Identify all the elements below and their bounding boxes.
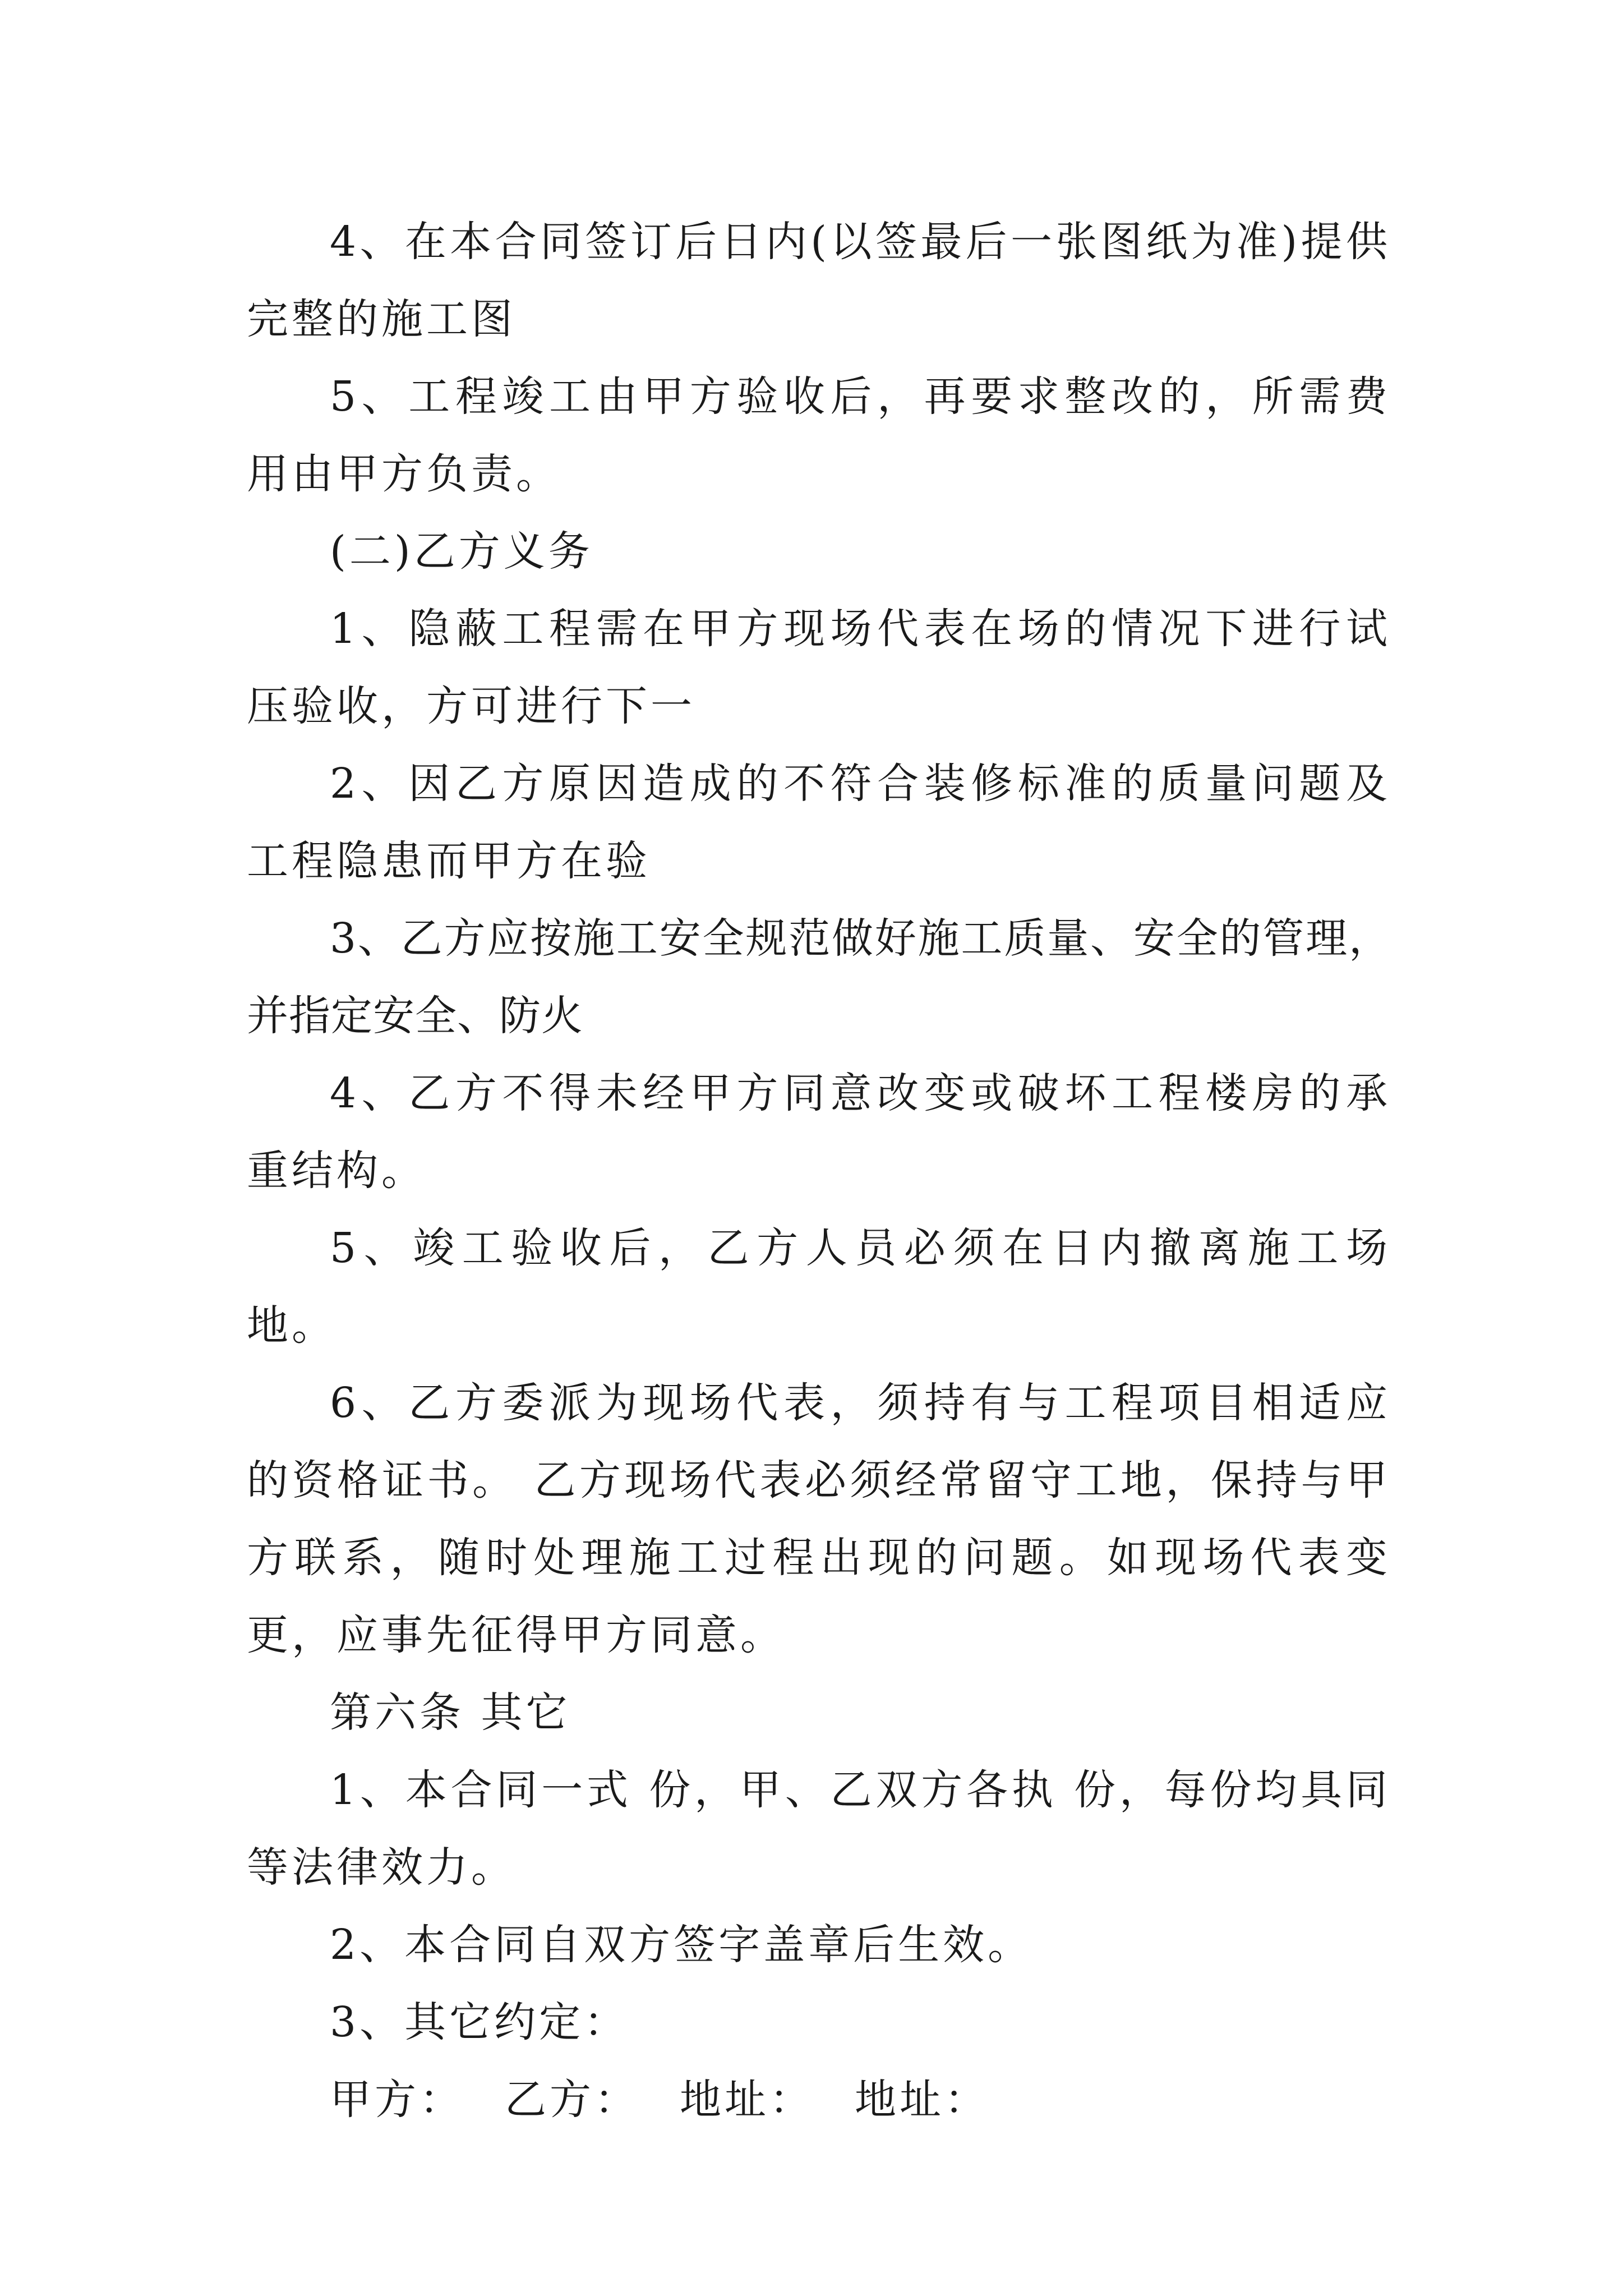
paragraph: 2、因乙方原因造成的不符合装修标准的质量问题及工程隐患而甲方在验	[247, 760, 1391, 885]
paragraph: 3、乙方应按施工安全规范做好施工质量、安全的管理，并指定安全、防火	[247, 914, 1391, 1040]
paragraph: 3、其它约定：	[330, 1998, 629, 2046]
paragraph: 6、乙方委派为现场代表，须持有与工程项目相适应的资格证书。 乙方现场代表必须经常留守工地，保持与甲方联系，随时处理施工过程出现的问题。如现场代表变更，应事先征得甲方同意。	[247, 1379, 1391, 1659]
address-b-label: 地址：	[855, 2076, 989, 2124]
section-heading: (二)乙方义务	[330, 527, 593, 576]
paragraph: 1、本合同一式 份，甲、乙双方各执 份，每份均具同等法律效力。	[247, 1766, 1391, 1892]
paragraph: 2、本合同自双方签字盖章后生效。	[330, 1921, 1033, 1969]
signature-line	[247, 2061, 1391, 2138]
paragraph: 5、竣工验收后，乙方人员必须在日内撤离施工场地。	[247, 1224, 1391, 1350]
document-body	[247, 203, 1391, 2138]
party-a-label: 甲方：	[330, 2076, 464, 2124]
address-a-label: 地址：	[680, 2076, 814, 2124]
paragraph: 1、隐蔽工程需在甲方现场代表在场的情况下进行试压验收，方可进行下一	[247, 605, 1391, 730]
paragraph: 4、在本合同签订后日内(以签最后一张图纸为准)提供完整的施工图	[247, 218, 1391, 343]
paragraph: 4、乙方不得未经甲方同意改变或破坏工程楼房的承重结构。	[247, 1069, 1391, 1195]
article-heading: 第六条 其它	[330, 1688, 571, 1737]
party-b-label: 乙方：	[505, 2076, 639, 2124]
paragraph: 5、工程竣工由甲方验收后，再要求整改的，所需费用由甲方负责。	[247, 372, 1391, 498]
